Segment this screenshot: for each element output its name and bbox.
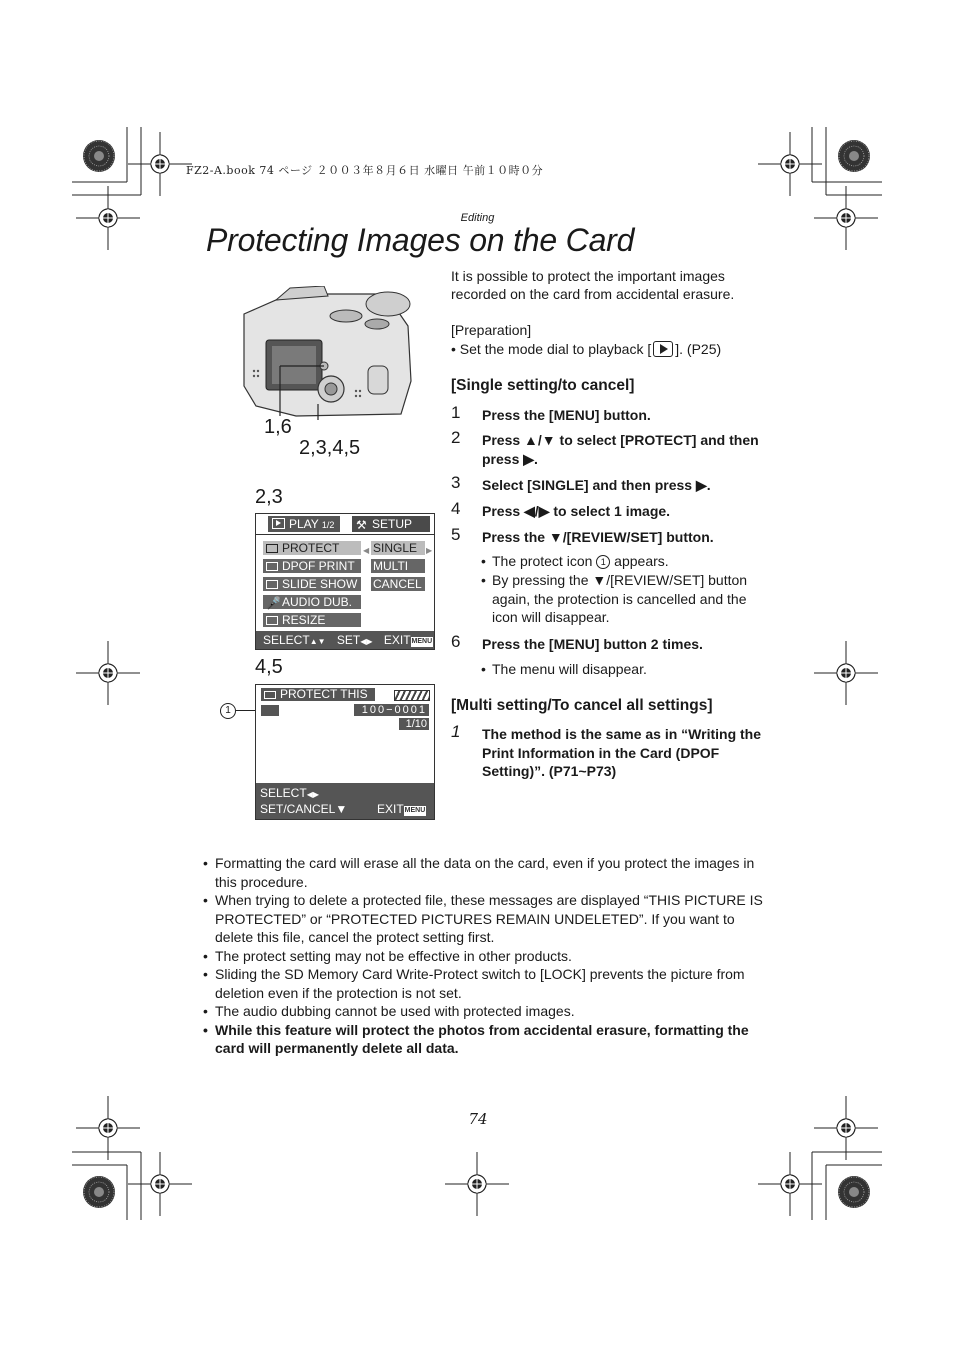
protect-icon-reference-marker: 1 [596, 555, 610, 569]
menu-button-icon: MENU [404, 807, 426, 814]
step-5-bullet-1: • The protect icon 1 appears. [481, 553, 669, 569]
playback-icon [272, 518, 285, 529]
playback-mode-icon [653, 341, 673, 357]
menu-item-slide-show: SLIDE SHOW [263, 577, 361, 591]
note-item: • The audio dubbing cannot be used with protected images. [203, 1003, 575, 1019]
single-setting-heading: [Single setting/to cancel] [451, 377, 635, 394]
left-right-arrows-icon: ◀▶ [306, 790, 319, 799]
menu-item-resize: RESIZE [263, 613, 361, 627]
protect-screen-steps-label: 4,5 [255, 656, 283, 678]
lcd-menu-screen [255, 513, 435, 650]
image-counter: 1/10 [399, 718, 429, 730]
note-item-warning: • While this feature will protect the photos from accidental erasure, formatting the card will permanently delete all data. [203, 1021, 749, 1056]
page-title: Protecting Images on the Card [206, 222, 635, 258]
option-cancel: CANCEL [371, 577, 425, 591]
slideshow-icon [266, 580, 278, 589]
option-multi: MULTI [371, 559, 425, 573]
crop-lines-top [72, 127, 882, 195]
note-item: • Formatting the card will erase all the data on the card, even if you protect the images in this procedure. [203, 855, 755, 890]
section-label: Editing [460, 212, 495, 224]
menu-item-protect: PROTECT [263, 541, 361, 555]
lcd-menu-footer: SELECT▲▼ SET◀▶ EXITMENU [256, 631, 434, 649]
protect-lock-icon [261, 705, 279, 716]
preparation-heading: [Preparation] [451, 322, 532, 338]
multi-setting-heading: [Multi setting/To cancel all settings] [451, 697, 713, 714]
camera-illustration [236, 286, 416, 426]
intro-paragraph: It is possible to protect the important images recorded on the card from accidental erasure. [451, 268, 735, 302]
menu-button-icon: MENU [411, 638, 433, 645]
wrench-icon: ⚒ [356, 518, 367, 532]
up-down-arrows-icon: ▲▼ [309, 637, 326, 646]
notes-list [203, 854, 763, 1058]
preparation-item: • Set the mode dial to playback [ ]. (P25) [451, 341, 722, 357]
tab-setup: ⚒ SETUP [352, 516, 430, 532]
tab-play: PLAY 1/2 [268, 516, 340, 532]
print-icon [266, 562, 278, 571]
left-right-arrows-icon: ◀▶ [360, 637, 373, 646]
battery-icon [394, 690, 430, 701]
print-file-info: FZ2-A.book 74 ページ ２００３年８月６日 水曜日 午前１０時０分 [186, 164, 544, 177]
lcd-tabs [256, 514, 434, 534]
menu-item-audio-dub: 🎤AUDIO DUB. [263, 595, 361, 609]
key-icon [264, 691, 276, 699]
note-item: • The protect setting may not be effective in other products. [203, 947, 572, 964]
menu-screen-steps-label: 2,3 [255, 486, 283, 508]
page-number: 74 [468, 1110, 488, 1128]
step-6-bullet: • The menu will disappear. [481, 661, 647, 677]
lcd-protect-footer: SELECT◀▶ SET/CANCEL▼ EXITMENU [256, 783, 434, 819]
camera-callout-cursor: 2,3,4,5 [299, 437, 361, 459]
lcd-protect-screen [255, 684, 435, 820]
protect-title-bar: PROTECT THIS [261, 688, 375, 701]
option-right-arrow-icon: ▶ [426, 546, 433, 555]
microphone-icon: 🎤 [266, 596, 281, 610]
option-single: SINGLE [371, 541, 425, 555]
menu-item-dpof-print: DPOF PRINT [263, 559, 361, 573]
camera-callout-menu: 1,6 [264, 416, 292, 438]
protect-icon-callout-marker: 1 [220, 703, 236, 719]
file-number: 100−0001 [354, 704, 429, 716]
resize-icon [266, 616, 278, 625]
note-item: • Sliding the SD Memory Card Write-Protect switch to [LOCK] prevents the picture from deletion even if the protection is not set. [203, 966, 745, 1001]
key-icon [266, 544, 278, 553]
note-item: • When trying to delete a protected file, these messages are displayed “THIS PICTURE IS PROTECTED” or “PROTECTED PICTURES REMAIN UNDELETED”. If you want to delete this file, cancel the protect setting first. [203, 892, 763, 945]
step-5-bullet-2: • By pressing the ▼/[REVIEW/SET] button again, the protection is cancelled and the icon will disappear. [481, 572, 748, 625]
option-left-arrow-icon: ◀ [363, 546, 370, 555]
